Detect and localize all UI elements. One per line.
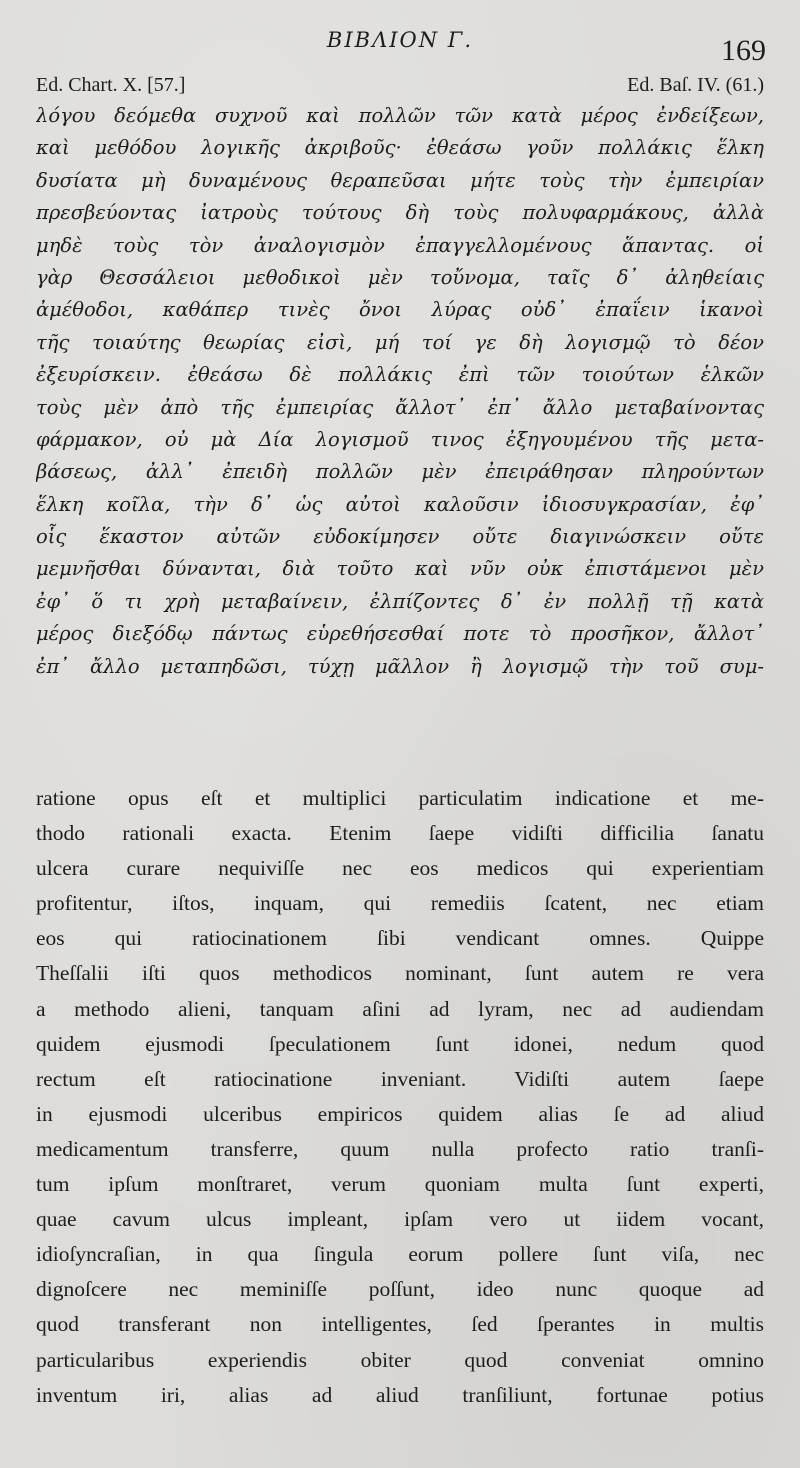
greek-text-line: οἷς ἕκαστον αὐτῶν εὐδοκίμησεν οὔτε διαγινώσκειν οὔτε (36, 525, 764, 549)
latin-text-line: dignoſcere nec meminiſſe poſſunt, ideo nunc quoque ad (36, 1277, 764, 1302)
latin-text-line: quidem ejusmodi ſpeculationem ſunt idonei, nedum quod (36, 1031, 764, 1056)
greek-text-line: πρεσβεύοντας ἰατροὺς τούτους δὴ τοὺς πολυφαρμάκους, ἀλλὰ (36, 201, 764, 225)
greek-text-line: φάρμακον, οὐ μὰ Δία λογισμοῦ τινος ἐξηγουμένου τῆς μετα- (36, 427, 764, 451)
latin-text-line: eos qui ratiocinationem ſibi vendicant omnes. Quippe (36, 926, 764, 951)
latin-text-line: Theſſalii iſti quos methodicos nominant, ſunt autem re vera (36, 961, 764, 986)
greek-text-line: μεμνῆσθαι δύνανται, διὰ τοῦτο καὶ νῦν οὐκ ἐπιστάμενοι μὲν (36, 557, 764, 581)
edition-references (36, 74, 764, 100)
latin-text-line: in ejusmodi ulceribus empiricos quidem alias ſe ad aliud (36, 1101, 764, 1126)
edition-reference-chartier: Ed. Chart. X. [57.] (36, 74, 186, 96)
latin-text-line: particularibus experiendis obiter quod conveniat omnino (36, 1347, 764, 1372)
greek-text-line: ἐξευρίσκειν. ἐθεάσω δὲ πολλάκις ἐπὶ τῶν τοιούτων ἑλκῶν (36, 363, 764, 387)
greek-text-line: ἐφ᾽ ὅ τι χρὴ μεταβαίνειν, ἐλπίζοντες δ᾽ ἐν πολλῇ τῇ κατὰ (36, 589, 764, 613)
greek-text-block (36, 100, 764, 683)
greek-text-line: καὶ μεθόδου λογικῆς ἀκριβοῦς· ἐθεάσω γοῦν πολλάκις ἕλκη (36, 136, 764, 160)
edition-reference-basel: Ed. Baſ. IV. (61.) (627, 74, 764, 96)
greek-text-line: λόγου δεόμεθα συχνοῦ καὶ πολλῶν τῶν κατὰ μέρος ἐνδείξεων, (36, 104, 764, 127)
latin-text-line: thodo rationali exacta. Etenim ſaepe vidiſti difficilia ſanatu (36, 821, 764, 846)
greek-text-line: τῆς τοιαύτης θεωρίας εἰσὶ, μή τοί γε δὴ λογισμῷ τὸ δέον (36, 330, 764, 354)
latin-text-line: idioſyncraſian, in qua ſingula eorum pollere ſunt viſa, nec (36, 1242, 764, 1267)
greek-text-line: τοὺς μὲν ἀπὸ τῆς ἐμπειρίας ἄλλοτ᾽ ἐπ᾽ ἄλλο μεταβαίνοντας (36, 395, 764, 419)
latin-text-line: medicamentum transferre, quum nulla profecto ratio tranſi- (36, 1136, 764, 1161)
latin-text-line: inventum iri, alias ad aliud tranſiliunt, fortunae potius (36, 1382, 764, 1407)
latin-text-line: tum ipſum monſtraret, verum quoniam multa ſunt experti, (36, 1172, 764, 1197)
greek-text-line: ἕλκη κοῖλα, τὴν δ᾽ ὡς αὐτοὶ καλοῦσιν ἰδιοσυγκρασίαν, ἐφ᾽ (36, 492, 764, 516)
greek-text-line: γὰρ Θεσσάλειοι μεθοδικοὶ μὲν τοὔνομα, ταῖς δ᾽ ἀληθείαις (36, 265, 764, 289)
latin-text-line: quae cavum ulcus impleant, ipſam vero ut iidem vocant, (36, 1207, 764, 1232)
greek-text-line: μέρος διεξόδῳ πάντως εὑρεθήσεσθαί ποτε τὸ προσῆκον, ἄλλοτ᾽ (36, 622, 764, 646)
greek-text-line: μηδὲ τοὺς τὸν ἀναλογισμὸν ἐπαγγελλομένους ἅπαντας. οἱ (36, 233, 764, 257)
page-number: 169 (721, 34, 766, 67)
latin-text-line: a methodo alieni, tanquam aſini ad lyram, nec ad audiendam (36, 996, 764, 1021)
greek-text-line: ἐπ᾽ ἄλλο μεταπηδῶσι, τύχῃ μᾶλλον ἢ λογισμῷ τὴν τοῦ συμ- (36, 654, 764, 678)
latin-text-line: ulcera curare nequiviſſe nec eos medicos qui experientiam (36, 856, 764, 881)
latin-text-line: rectum eſt ratiocinatione inveniant. Vidiſti autem ſaepe (36, 1066, 764, 1091)
latin-text-line: quod transferant non intelligentes, ſed ſperantes in multis (36, 1312, 764, 1337)
running-title: BIBΛΙΟΝ Γ. (326, 28, 474, 52)
greek-text-line: ἀμέθοδοι, καθάπερ τινὲς ὄνοι λύρας οὐδ᾽ ἐπαΐειν ἱκανοὶ (36, 298, 764, 322)
greek-text-line: δυσίατα μὴ δυναμένους θεραπεῦσαι μήτε τοὺς τὴν ἐμπειρίαν (36, 168, 764, 192)
latin-text-block (36, 781, 764, 1413)
greek-text-line: βάσεως, ἀλλ᾽ ἐπειδὴ πολλῶν μὲν ἐπειράθησαν πληρούντων (36, 460, 764, 484)
latin-text-line: profitentur, iſtos, inquam, qui remediis ſcatent, nec etiam (36, 891, 764, 916)
latin-text-line: ratione opus eſt et multiplici particulatim indicatione et me- (36, 786, 764, 810)
